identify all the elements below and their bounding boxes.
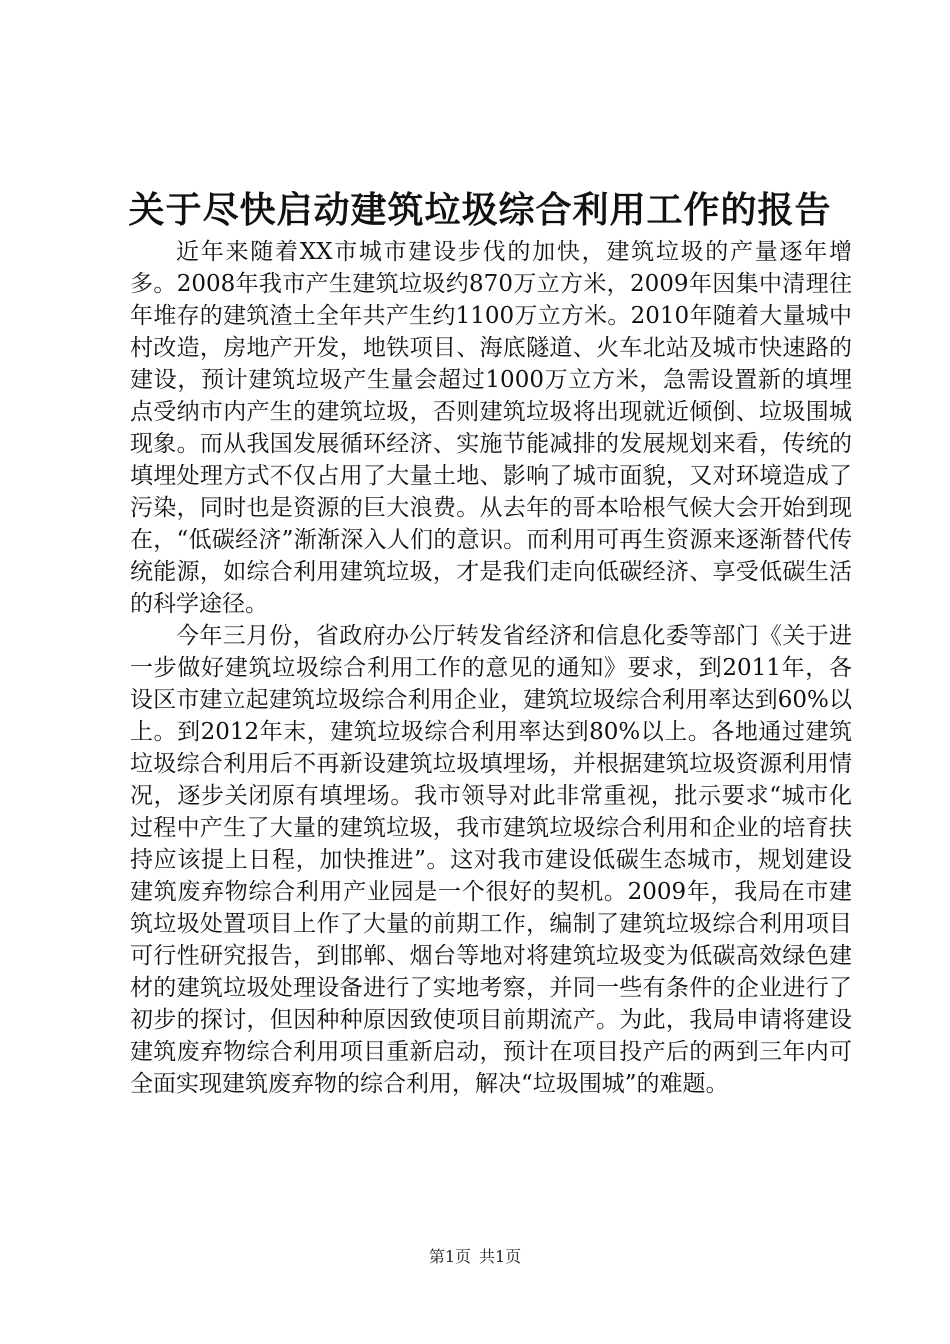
paragraph-1: 近年来随着XX市城市建设步伐的加快，建筑垃圾的产量逐年增多。2008年我市产生建筑垃圾约870万立方米，2009年因集中清理往年堆存的建筑渣土全年共产生约1100万立方米。2010年随着大量城中村改造，房地产开发，地铁项目、海底隧道、火车北站及城市快速路的建设，预计建筑垃圾产生量会超过1000万立方米，急需设置新的填埋点受纳市内产生的建筑垃圾，否则建筑垃圾将出现就近倾倒、垃圾围城现象。而从我国发展循环经济、实施节能减排的发展规划来看，传统的填埋处理方式不仅占用了大量土地、影响了城市面貌，又对环境造成了污染，同时也是资源的巨大浪费。从去年的哥本哈根气候大会开始到现在，“低碳经济”渐渐深入人们的意识。而利用可再生资源来逐渐替代传统能源，如综合利用建筑垃圾，才是我们走向低碳经济、享受低碳生活的科学途径。: [130, 239, 852, 617]
page-total: 共1页: [479, 1247, 522, 1266]
document-title: 关于尽快启动建筑垃圾综合利用工作的报告: [128, 189, 832, 231]
page-footer: [0, 1246, 950, 1268]
document-body: [130, 236, 852, 1100]
paragraph-2: 今年三月份，省政府办公厅转发省经济和信息化委等部门《关于进一步做好建筑垃圾综合利用工作的意见的通知》要求，到2011年，各设区市建立起建筑垃圾综合利用企业，建筑垃圾综合利用率达到60%以上。到2012年末，建筑垃圾综合利用率达到80%以上。各地通过建筑垃圾综合利用后不再新设建筑垃圾填埋场，并根据建筑垃圾资源利用情况，逐步关闭原有填埋场。我市领导对此非常重视，批示要求“城市化过程中产生了大量的建筑垃圾，我市建筑垃圾综合利用和企业的培育扶持应该提上日程，加快推进”。这对我市建设低碳生态城市，规划建设建筑废弃物综合利用产业园是一个很好的契机。2009年，我局在市建筑垃圾处置项目上作了大量的前期工作，编制了建筑垃圾综合利用项目可行性研究报告，到邯郸、烟台等地对将建筑垃圾变为低碳高效绿色建材的建筑垃圾处理设备进行了实地考察，并同一些有条件的企业进行了初步的探讨，但因种种原因致使项目前期流产。为此，我局申请将建设建筑废弃物综合利用项目重新启动，预计在项目投产后的两到三年内可全面实现建筑废弃物的综合利用，解决“垃圾围城”的难题。: [130, 623, 852, 1097]
page-number: 第1页: [428, 1247, 471, 1266]
